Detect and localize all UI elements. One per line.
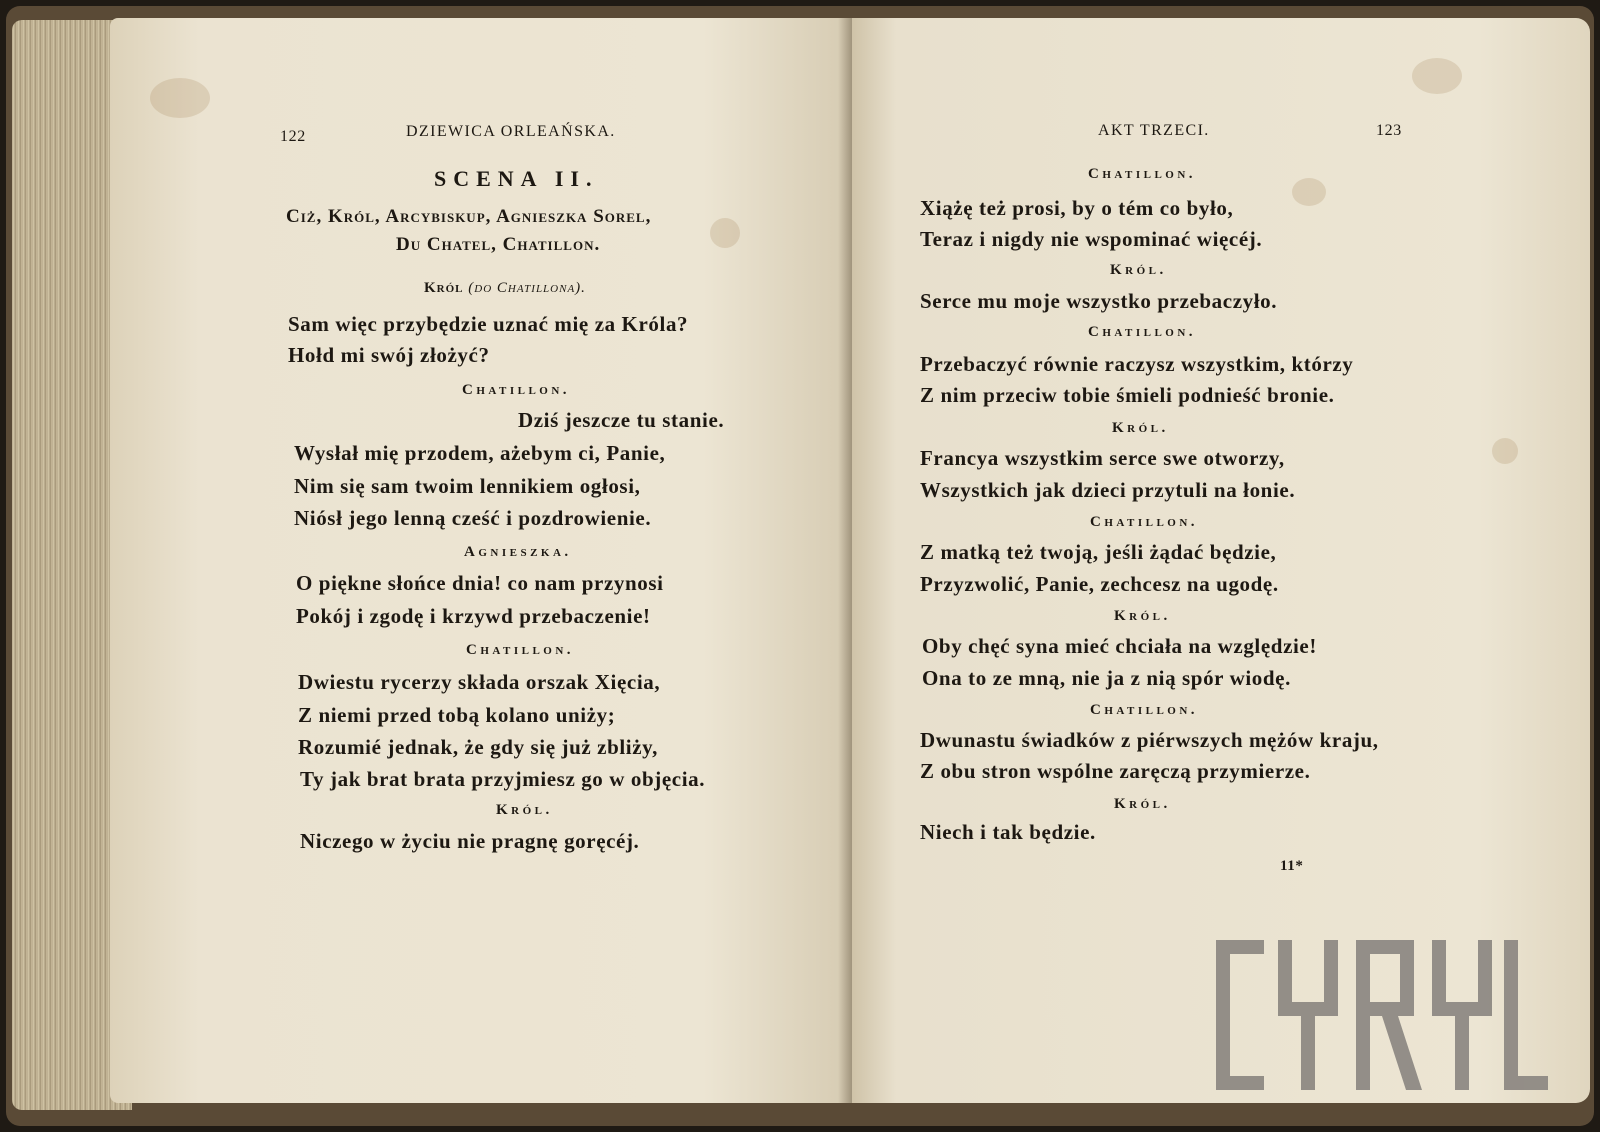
speaker-name: Król. bbox=[1114, 608, 1171, 624]
verse-line: Francya wszystkim serce swe otworzy, bbox=[920, 446, 1285, 470]
speaker-name: Chatillon. bbox=[1090, 514, 1199, 530]
page-number: 123 bbox=[1376, 122, 1402, 139]
verse-line: Ona to ze mną, nie ja z nią spór wiodę. bbox=[922, 666, 1291, 690]
speaker-name: Chatillon. bbox=[1090, 702, 1199, 718]
running-head: DZIEWICA ORLEAŃSKA. bbox=[406, 123, 616, 140]
verse-line: Dwiestu rycerzy składa orszak Xięcia, bbox=[298, 670, 661, 694]
verse-line: Z niemi przed tobą kolano uniży; bbox=[298, 703, 616, 727]
verse-line: Z obu stron wspólne zaręczą przymierze. bbox=[920, 759, 1311, 783]
verse-line: Z nim przeciw tobie śmieli podnieść bronie. bbox=[920, 383, 1335, 407]
verse-line: Wszystkich jak dzieci przytuli na łonie. bbox=[920, 478, 1296, 502]
verse-line: Oby chęć syna mieć chciała na względzie! bbox=[922, 634, 1317, 658]
verse-line: Teraz i nigdy nie wspominać więcéj. bbox=[920, 227, 1263, 251]
verse-line: Pokój i zgodę i krzywd przebaczenie! bbox=[296, 604, 651, 628]
speaker-name: Król. bbox=[1114, 796, 1171, 812]
speaker-name: Król. bbox=[1112, 420, 1169, 436]
verse-line: Hołd mi swój złożyć? bbox=[288, 343, 490, 367]
verse-line: Niczego w życiu nie pragnę goręcéj. bbox=[300, 829, 640, 853]
stain bbox=[710, 218, 740, 248]
speaker-name: Agnieszka. bbox=[464, 544, 572, 560]
verse-line: Niósł jego lenną cześć i pozdrowienie. bbox=[294, 506, 652, 530]
speaker-name: Chatillon. bbox=[1088, 324, 1197, 340]
verse-line: Przyzwolić, Panie, zechcesz na ugodę. bbox=[920, 572, 1279, 596]
verse-line: Dziś jeszcze tu stanie. bbox=[518, 408, 725, 432]
stage-speaker: Król bbox=[424, 280, 464, 296]
verse-line: O piękne słońce dnia! co nam przynosi bbox=[296, 571, 664, 595]
verse-line: Z matką też twoją, jeśli żądać będzie, bbox=[920, 540, 1277, 564]
stage-direction bbox=[424, 280, 586, 297]
stain bbox=[1412, 58, 1462, 94]
scene-title: SCENA II. bbox=[434, 166, 599, 191]
stain bbox=[1292, 178, 1326, 206]
stage-note: (do Chatillona). bbox=[468, 280, 586, 296]
verse-line: Serce mu moje wszystko przebaczyło. bbox=[920, 289, 1278, 313]
page-number: 122 bbox=[280, 128, 306, 145]
verse-line: Nim się sam twoim lennikiem ogłosi, bbox=[294, 474, 641, 498]
verse-line: Ty jak brat brata przyjmiesz go w objęcia. bbox=[300, 767, 706, 791]
verse-line: Wysłał mię przodem, ażebym ci, Panie, bbox=[294, 441, 666, 465]
cast-line-2: Du Chatel, Chatillon. bbox=[396, 234, 601, 255]
signature-mark: 11* bbox=[1280, 858, 1304, 874]
speaker-name: Chatillon. bbox=[466, 642, 575, 658]
verse-line: Dwunastu świadków z piérwszych mężów kraju, bbox=[920, 728, 1379, 752]
running-head: AKT TRZECI. bbox=[1098, 122, 1210, 139]
verse-line: Przebaczyć równie raczysz wszystkim, którzy bbox=[920, 352, 1354, 376]
speaker-name: Król. bbox=[496, 802, 553, 818]
speaker-name: Król. bbox=[1110, 262, 1167, 278]
cast-line-1: Ciż, Król, Arcybiskup, Agnieszka Sorel, bbox=[286, 206, 652, 227]
verse-line: Sam więc przybędzie uznać mię za Króla? bbox=[288, 312, 689, 336]
speaker-name: Chatillon. bbox=[1088, 166, 1197, 182]
stain bbox=[1492, 438, 1518, 464]
stain bbox=[150, 78, 210, 118]
cyryl-watermark-logo bbox=[1216, 940, 1548, 1090]
left-page bbox=[110, 18, 852, 1103]
verse-line: Rozumié jednak, że gdy się już zbliży, bbox=[298, 735, 658, 759]
verse-line: Xiążę też prosi, by o tém co było, bbox=[920, 196, 1234, 220]
verse-line: Niech i tak będzie. bbox=[920, 820, 1096, 844]
speaker-name: Chatillon. bbox=[462, 382, 571, 398]
